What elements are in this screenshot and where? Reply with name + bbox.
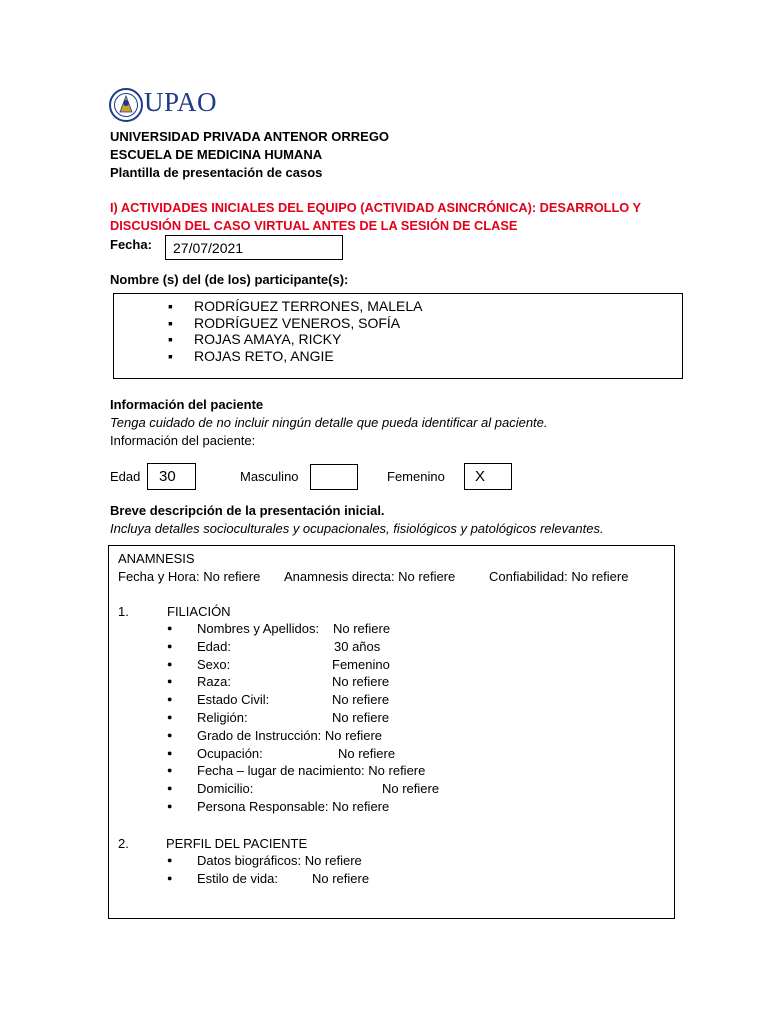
age-value: 30 <box>159 468 176 485</box>
female-field[interactable] <box>464 463 512 490</box>
age-field[interactable] <box>147 463 196 490</box>
upao-logo <box>108 84 220 126</box>
item-value: No refiere <box>324 727 382 743</box>
description-heading: Breve descripción de la presentación inicial. <box>110 503 385 518</box>
filiacion-list <box>197 620 657 816</box>
participant-item: ▪ ROJAS AMAYA, RICKY <box>168 331 422 348</box>
item-value: 30 años <box>334 638 381 654</box>
anamnesis-reliability: Confiabilidad: No refiere <box>489 569 629 584</box>
list-item <box>197 780 657 798</box>
participants-box <box>113 293 683 379</box>
list-item <box>197 656 657 674</box>
section-2-number: 2. <box>118 836 129 851</box>
female-label: Femenino <box>387 469 445 484</box>
item-label: Persona Responsable: <box>197 798 329 814</box>
participants-list <box>168 298 422 364</box>
list-item <box>197 798 657 816</box>
item-label: Datos biográficos: <box>197 853 302 868</box>
logo-text: UPAO <box>144 87 218 117</box>
item-value: No refiere <box>332 798 390 814</box>
section-title-line2: DISCUSIÓN DEL CASO VIRTUAL ANTES DE LA SESIÓN DE CLASE <box>110 218 518 233</box>
list-item <box>197 709 657 727</box>
list-item <box>197 727 657 745</box>
date-field[interactable] <box>165 235 343 260</box>
list-item <box>197 673 657 691</box>
item-label: Raza: <box>197 674 231 690</box>
item-value: Femenino <box>332 656 390 672</box>
item-value: No refiere <box>368 763 426 779</box>
list-item <box>197 762 657 780</box>
date-value: 27/07/2021 <box>173 240 244 256</box>
date-label: Fecha: <box>110 237 152 252</box>
item-value: No refiere <box>312 870 370 886</box>
item-label: Ocupación: <box>197 745 263 761</box>
list-item <box>197 870 657 888</box>
list-item <box>197 620 657 638</box>
item-value: No refiere <box>333 621 391 636</box>
item-label: Grado de Instrucción: <box>197 727 322 743</box>
female-value: X <box>475 468 486 485</box>
male-label: Masculino <box>240 469 299 484</box>
anamnesis-title: ANAMNESIS <box>118 551 195 566</box>
description-note: Incluya detalles socioculturales y ocupacionales, fisiológicos y patológicos relevantes. <box>110 521 604 536</box>
section-1-number: 1. <box>118 604 129 619</box>
item-value: No refiere <box>332 709 390 725</box>
anamnesis-direct: Anamnesis directa: No refiere <box>284 569 456 584</box>
list-item <box>197 691 657 709</box>
male-field[interactable] <box>310 464 358 490</box>
item-value: No refiere <box>382 781 440 797</box>
item-value: No refiere <box>304 853 362 868</box>
participant-item: ▪ ROJAS RETO, ANGIE <box>168 348 422 365</box>
patient-info-note: Tenga cuidado de no incluir ningún detalle que pueda identificar al paciente. <box>110 415 548 430</box>
item-value: No refiere <box>332 692 390 708</box>
participant-item: ▪ RODRÍGUEZ VENEROS, SOFÍA <box>168 315 422 332</box>
section-1-title: FILIACIÓN <box>167 604 231 619</box>
participant-item: ▪ RODRÍGUEZ TERRONES, MALELA <box>168 298 422 315</box>
anamnesis-date: Fecha y Hora: No refiere <box>118 569 261 584</box>
item-label: Estilo de vida: <box>197 870 278 886</box>
section-title-line1: I) ACTIVIDADES INICIALES DEL EQUIPO (ACTIVIDAD ASINCRÓNICA): DESARROLLO Y <box>110 200 642 215</box>
item-label: Sexo: <box>197 656 231 672</box>
list-item <box>197 638 657 656</box>
item-label: Nombres y Apellidos: <box>197 621 320 636</box>
age-label: Edad <box>110 469 141 484</box>
patient-info-heading: Información del paciente <box>110 397 264 412</box>
participants-label: Nombre (s) del (de los) participante(s): <box>110 272 349 287</box>
anamnesis-box <box>108 545 675 919</box>
university-name: UNIVERSIDAD PRIVADA ANTENOR ORREGO <box>110 129 390 144</box>
item-value: No refiere <box>338 745 396 761</box>
item-label: Domicilio: <box>197 781 254 797</box>
item-label: Edad: <box>197 638 231 654</box>
item-value: No refiere <box>332 674 390 690</box>
list-item <box>197 745 657 763</box>
patient-info-heading-2: Información del paciente: <box>110 433 256 448</box>
item-label: Religión: <box>197 709 248 725</box>
item-label: Fecha – lugar de nacimiento: <box>197 763 365 779</box>
template-title: Plantilla de presentación de casos <box>110 165 323 180</box>
university-seal-icon <box>108 84 144 126</box>
list-item <box>197 852 657 870</box>
school-name: ESCUELA DE MEDICINA HUMANA <box>110 147 323 162</box>
section-2-title: PERFIL DEL PACIENTE <box>166 836 308 851</box>
item-label: Estado Civil: <box>197 692 270 708</box>
perfil-list <box>197 852 657 888</box>
